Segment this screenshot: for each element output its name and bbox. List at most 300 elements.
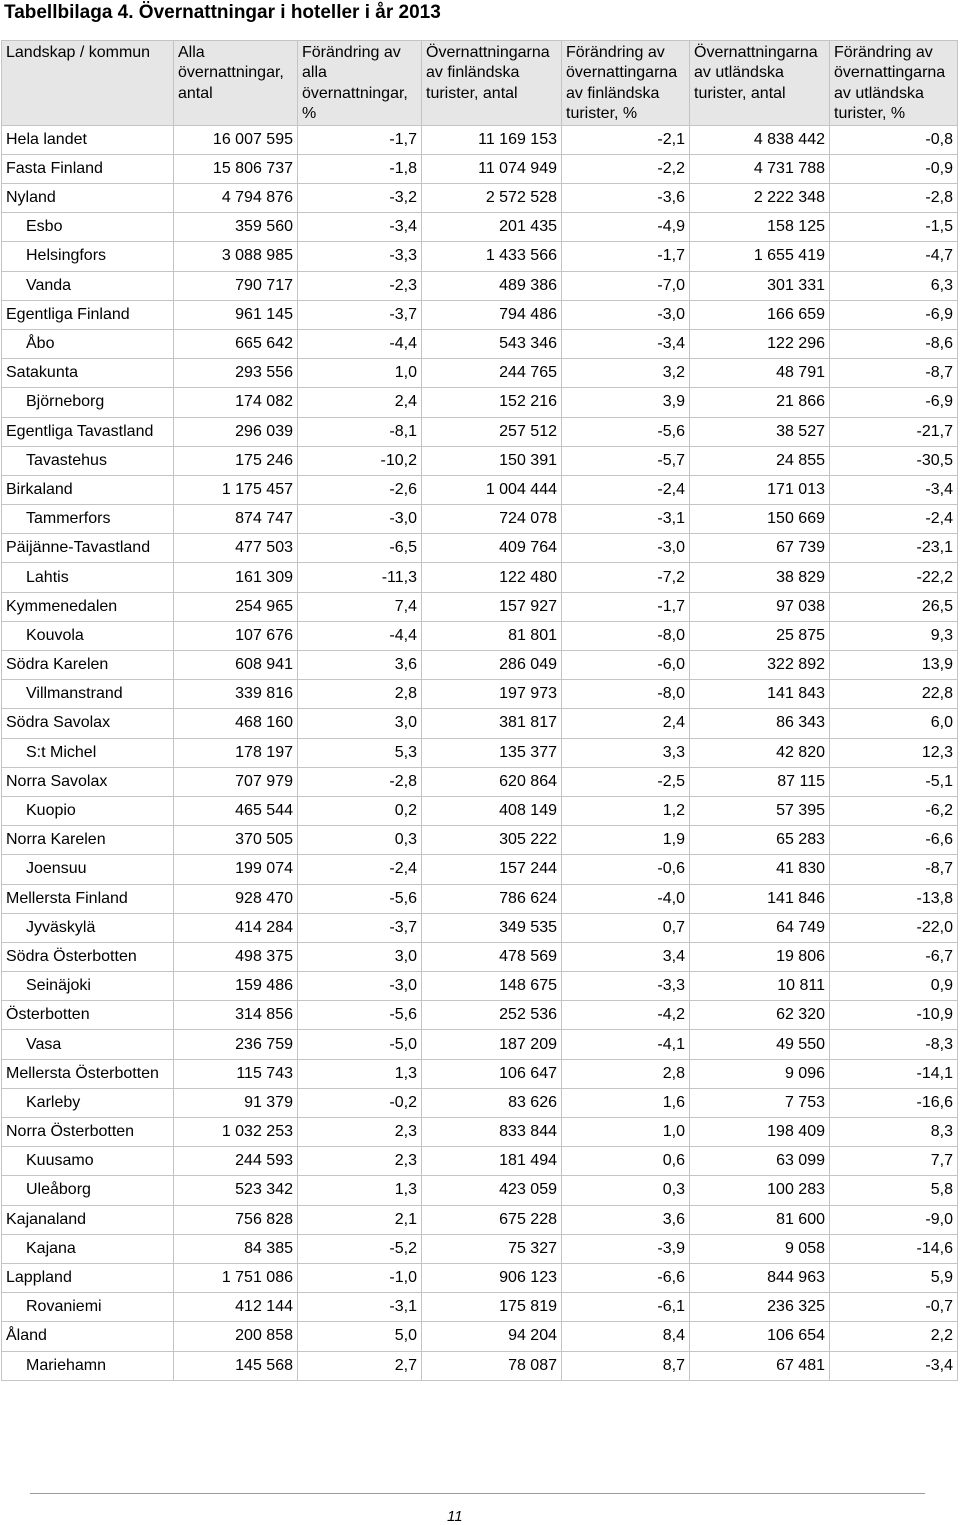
foreign-change-cell: -3,4 bbox=[830, 475, 958, 504]
table-row bbox=[2, 592, 958, 621]
foreign-change-cell: 6,0 bbox=[830, 709, 958, 738]
all-count-cell: 15 806 737 bbox=[174, 154, 298, 183]
all-count-cell: 465 544 bbox=[174, 796, 298, 825]
foreign-count-cell: 25 875 bbox=[690, 621, 830, 650]
foreign-count-cell: 100 283 bbox=[690, 1176, 830, 1205]
region-name-cell: Södra Österbotten bbox=[2, 942, 174, 971]
table-row bbox=[2, 1293, 958, 1322]
domestic-change-cell: 0,7 bbox=[562, 913, 690, 942]
foreign-change-cell: -4,7 bbox=[830, 242, 958, 271]
all-count-cell: 412 144 bbox=[174, 1293, 298, 1322]
municipality-name-cell: Åbo bbox=[2, 329, 174, 358]
all-change-cell: -4,4 bbox=[298, 621, 422, 650]
domestic-change-cell: -2,1 bbox=[562, 125, 690, 154]
all-count-cell: 84 385 bbox=[174, 1234, 298, 1263]
all-count-cell: 523 342 bbox=[174, 1176, 298, 1205]
foreign-count-cell: 64 749 bbox=[690, 913, 830, 942]
region-name-cell: Fasta Finland bbox=[2, 154, 174, 183]
table-row bbox=[2, 767, 958, 796]
foreign-count-cell: 67 739 bbox=[690, 534, 830, 563]
foreign-change-cell: -21,7 bbox=[830, 417, 958, 446]
domestic-change-cell: 8,4 bbox=[562, 1322, 690, 1351]
all-change-cell: -3,7 bbox=[298, 300, 422, 329]
all-change-cell: 1,3 bbox=[298, 1059, 422, 1088]
all-change-cell: -5,6 bbox=[298, 884, 422, 913]
page-number: 11 bbox=[447, 1508, 463, 1525]
all-change-cell: 5,3 bbox=[298, 738, 422, 767]
domestic-change-cell: 3,4 bbox=[562, 942, 690, 971]
domestic-change-cell: 3,9 bbox=[562, 388, 690, 417]
foreign-count-cell: 322 892 bbox=[690, 651, 830, 680]
domestic-change-cell: -3,0 bbox=[562, 534, 690, 563]
all-change-cell: 3,0 bbox=[298, 942, 422, 971]
region-name-cell: Egentliga Tavastland bbox=[2, 417, 174, 446]
all-change-cell: -1,8 bbox=[298, 154, 422, 183]
all-change-cell: 2,7 bbox=[298, 1351, 422, 1380]
domestic-change-cell: 1,2 bbox=[562, 796, 690, 825]
all-count-cell: 1 032 253 bbox=[174, 1118, 298, 1147]
foreign-count-cell: 62 320 bbox=[690, 1001, 830, 1030]
all-count-cell: 339 816 bbox=[174, 680, 298, 709]
all-change-cell: -5,6 bbox=[298, 1001, 422, 1030]
foreign-count-cell: 9 096 bbox=[690, 1059, 830, 1088]
table-row bbox=[2, 1001, 958, 1030]
all-change-cell: 1,0 bbox=[298, 359, 422, 388]
all-count-cell: 665 642 bbox=[174, 329, 298, 358]
domestic-count-cell: 135 377 bbox=[422, 738, 562, 767]
all-count-cell: 115 743 bbox=[174, 1059, 298, 1088]
all-change-cell: -3,1 bbox=[298, 1293, 422, 1322]
domestic-change-cell: -3,6 bbox=[562, 184, 690, 213]
domestic-count-cell: 81 801 bbox=[422, 621, 562, 650]
domestic-change-cell: -4,1 bbox=[562, 1030, 690, 1059]
domestic-count-cell: 252 536 bbox=[422, 1001, 562, 1030]
foreign-count-cell: 42 820 bbox=[690, 738, 830, 767]
foreign-count-cell: 67 481 bbox=[690, 1351, 830, 1380]
region-name-cell: Nyland bbox=[2, 184, 174, 213]
table-row bbox=[2, 329, 958, 358]
foreign-count-cell: 49 550 bbox=[690, 1030, 830, 1059]
domestic-count-cell: 620 864 bbox=[422, 767, 562, 796]
domestic-change-cell: 0,3 bbox=[562, 1176, 690, 1205]
all-change-cell: -1,0 bbox=[298, 1263, 422, 1292]
domestic-change-cell: -2,5 bbox=[562, 767, 690, 796]
domestic-count-cell: 286 049 bbox=[422, 651, 562, 680]
foreign-change-cell: -23,1 bbox=[830, 534, 958, 563]
all-count-cell: 91 379 bbox=[174, 1088, 298, 1117]
domestic-count-cell: 257 512 bbox=[422, 417, 562, 446]
column-header-foreign-change: Förändring av övernattingarna av utländska turister, % bbox=[830, 41, 958, 126]
all-count-cell: 4 794 876 bbox=[174, 184, 298, 213]
domestic-change-cell: -4,0 bbox=[562, 884, 690, 913]
foreign-count-cell: 236 325 bbox=[690, 1293, 830, 1322]
all-count-cell: 498 375 bbox=[174, 942, 298, 971]
domestic-count-cell: 150 391 bbox=[422, 446, 562, 475]
foreign-count-cell: 48 791 bbox=[690, 359, 830, 388]
all-change-cell: 7,4 bbox=[298, 592, 422, 621]
domestic-change-cell: 0,6 bbox=[562, 1147, 690, 1176]
domestic-count-cell: 833 844 bbox=[422, 1118, 562, 1147]
all-change-cell: 1,3 bbox=[298, 1176, 422, 1205]
table-row bbox=[2, 534, 958, 563]
municipality-name-cell: Jyväskylä bbox=[2, 913, 174, 942]
domestic-change-cell: 1,0 bbox=[562, 1118, 690, 1147]
table-row bbox=[2, 1118, 958, 1147]
domestic-count-cell: 2 572 528 bbox=[422, 184, 562, 213]
foreign-change-cell: -8,6 bbox=[830, 329, 958, 358]
foreign-count-cell: 7 753 bbox=[690, 1088, 830, 1117]
domestic-count-cell: 78 087 bbox=[422, 1351, 562, 1380]
table-row bbox=[2, 1030, 958, 1059]
region-name-cell: Hela landet bbox=[2, 125, 174, 154]
all-count-cell: 236 759 bbox=[174, 1030, 298, 1059]
all-count-cell: 107 676 bbox=[174, 621, 298, 650]
all-count-cell: 159 486 bbox=[174, 972, 298, 1001]
municipality-name-cell: Kuopio bbox=[2, 796, 174, 825]
domestic-count-cell: 175 819 bbox=[422, 1293, 562, 1322]
table-row bbox=[2, 1263, 958, 1292]
region-name-cell: Norra Savolax bbox=[2, 767, 174, 796]
all-change-cell: -10,2 bbox=[298, 446, 422, 475]
foreign-count-cell: 57 395 bbox=[690, 796, 830, 825]
domestic-count-cell: 75 327 bbox=[422, 1234, 562, 1263]
table-row bbox=[2, 300, 958, 329]
table-row bbox=[2, 1351, 958, 1380]
domestic-change-cell: 3,2 bbox=[562, 359, 690, 388]
domestic-change-cell: -3,0 bbox=[562, 300, 690, 329]
municipality-name-cell: Karleby bbox=[2, 1088, 174, 1117]
column-header-all-change: Förändring av alla övernattningar, % bbox=[298, 41, 422, 126]
column-header-all-count: Alla övernattningar, antal bbox=[174, 41, 298, 126]
region-name-cell: Mellersta Finland bbox=[2, 884, 174, 913]
domestic-count-cell: 201 435 bbox=[422, 213, 562, 242]
domestic-change-cell: -6,1 bbox=[562, 1293, 690, 1322]
foreign-count-cell: 198 409 bbox=[690, 1118, 830, 1147]
all-change-cell: -2,4 bbox=[298, 855, 422, 884]
table-row bbox=[2, 242, 958, 271]
domestic-count-cell: 148 675 bbox=[422, 972, 562, 1001]
domestic-change-cell: 3,3 bbox=[562, 738, 690, 767]
all-change-cell: 2,8 bbox=[298, 680, 422, 709]
all-change-cell: -1,7 bbox=[298, 125, 422, 154]
all-count-cell: 370 505 bbox=[174, 826, 298, 855]
all-count-cell: 244 593 bbox=[174, 1147, 298, 1176]
foreign-change-cell: -10,9 bbox=[830, 1001, 958, 1030]
column-header-foreign-count: Övernattningarna av utländska turister, antal bbox=[690, 41, 830, 126]
domestic-count-cell: 786 624 bbox=[422, 884, 562, 913]
municipality-name-cell: Helsingfors bbox=[2, 242, 174, 271]
table-row bbox=[2, 942, 958, 971]
all-count-cell: 296 039 bbox=[174, 417, 298, 446]
all-count-cell: 477 503 bbox=[174, 534, 298, 563]
region-name-cell: Södra Savolax bbox=[2, 709, 174, 738]
domestic-count-cell: 478 569 bbox=[422, 942, 562, 971]
domestic-count-cell: 152 216 bbox=[422, 388, 562, 417]
municipality-name-cell: Tammerfors bbox=[2, 505, 174, 534]
all-count-cell: 161 309 bbox=[174, 563, 298, 592]
domestic-change-cell: 8,7 bbox=[562, 1351, 690, 1380]
domestic-change-cell: -6,6 bbox=[562, 1263, 690, 1292]
table-row bbox=[2, 1234, 958, 1263]
all-change-cell: 2,1 bbox=[298, 1205, 422, 1234]
table-row bbox=[2, 505, 958, 534]
table-row bbox=[2, 621, 958, 650]
all-change-cell: 0,2 bbox=[298, 796, 422, 825]
domestic-change-cell: 1,6 bbox=[562, 1088, 690, 1117]
foreign-count-cell: 21 866 bbox=[690, 388, 830, 417]
all-change-cell: -3,2 bbox=[298, 184, 422, 213]
foreign-change-cell: 6,3 bbox=[830, 271, 958, 300]
table-row bbox=[2, 125, 958, 154]
column-header-domestic-change: Förändring av övernattingarna av finländska turister, % bbox=[562, 41, 690, 126]
region-name-cell: Kymmenedalen bbox=[2, 592, 174, 621]
domestic-change-cell: -3,9 bbox=[562, 1234, 690, 1263]
table-row bbox=[2, 855, 958, 884]
table-row bbox=[2, 1176, 958, 1205]
municipality-name-cell: Tavastehus bbox=[2, 446, 174, 475]
foreign-count-cell: 38 829 bbox=[690, 563, 830, 592]
foreign-change-cell: -8,7 bbox=[830, 359, 958, 388]
all-change-cell: 2,4 bbox=[298, 388, 422, 417]
domestic-change-cell: -4,9 bbox=[562, 213, 690, 242]
all-count-cell: 175 246 bbox=[174, 446, 298, 475]
domestic-change-cell: -2,2 bbox=[562, 154, 690, 183]
foreign-change-cell: 9,3 bbox=[830, 621, 958, 650]
all-change-cell: -5,2 bbox=[298, 1234, 422, 1263]
all-change-cell: 0,3 bbox=[298, 826, 422, 855]
table-row bbox=[2, 1205, 958, 1234]
domestic-count-cell: 1 433 566 bbox=[422, 242, 562, 271]
table-body bbox=[2, 125, 958, 1380]
domestic-change-cell: 2,4 bbox=[562, 709, 690, 738]
table-row bbox=[2, 154, 958, 183]
foreign-change-cell: 22,8 bbox=[830, 680, 958, 709]
foreign-count-cell: 141 846 bbox=[690, 884, 830, 913]
foreign-change-cell: -8,3 bbox=[830, 1030, 958, 1059]
foreign-count-cell: 301 331 bbox=[690, 271, 830, 300]
domestic-count-cell: 11 169 153 bbox=[422, 125, 562, 154]
foreign-change-cell: -3,4 bbox=[830, 1351, 958, 1380]
table-row bbox=[2, 1088, 958, 1117]
foreign-count-cell: 122 296 bbox=[690, 329, 830, 358]
municipality-name-cell: Rovaniemi bbox=[2, 1293, 174, 1322]
domestic-change-cell: -3,4 bbox=[562, 329, 690, 358]
domestic-count-cell: 94 204 bbox=[422, 1322, 562, 1351]
domestic-change-cell: -7,2 bbox=[562, 563, 690, 592]
foreign-change-cell: -22,2 bbox=[830, 563, 958, 592]
foreign-change-cell: -14,6 bbox=[830, 1234, 958, 1263]
foreign-count-cell: 97 038 bbox=[690, 592, 830, 621]
all-count-cell: 1 175 457 bbox=[174, 475, 298, 504]
municipality-name-cell: Kouvola bbox=[2, 621, 174, 650]
all-change-cell: -4,4 bbox=[298, 329, 422, 358]
foreign-count-cell: 38 527 bbox=[690, 417, 830, 446]
domestic-change-cell: -5,7 bbox=[562, 446, 690, 475]
table-row bbox=[2, 563, 958, 592]
foreign-count-cell: 63 099 bbox=[690, 1147, 830, 1176]
all-count-cell: 756 828 bbox=[174, 1205, 298, 1234]
region-name-cell: Norra Österbotten bbox=[2, 1118, 174, 1147]
all-change-cell: -5,0 bbox=[298, 1030, 422, 1059]
page-title: Tabellbilaga 4. Övernattningar i hoteller i år 2013 bbox=[4, 2, 441, 23]
region-name-cell: Päijänne-Tavastland bbox=[2, 534, 174, 563]
foreign-count-cell: 24 855 bbox=[690, 446, 830, 475]
domestic-count-cell: 349 535 bbox=[422, 913, 562, 942]
all-count-cell: 928 470 bbox=[174, 884, 298, 913]
region-name-cell: Åland bbox=[2, 1322, 174, 1351]
table-row bbox=[2, 271, 958, 300]
domestic-change-cell: 2,8 bbox=[562, 1059, 690, 1088]
domestic-count-cell: 122 480 bbox=[422, 563, 562, 592]
all-count-cell: 293 556 bbox=[174, 359, 298, 388]
all-change-cell: 2,3 bbox=[298, 1118, 422, 1147]
all-count-cell: 16 007 595 bbox=[174, 125, 298, 154]
domestic-change-cell: -6,0 bbox=[562, 651, 690, 680]
all-change-cell: -3,0 bbox=[298, 505, 422, 534]
foreign-change-cell: -6,9 bbox=[830, 388, 958, 417]
all-change-cell: -2,3 bbox=[298, 271, 422, 300]
table-row bbox=[2, 388, 958, 417]
region-name-cell: Kajanaland bbox=[2, 1205, 174, 1234]
foreign-change-cell: -5,1 bbox=[830, 767, 958, 796]
foreign-count-cell: 171 013 bbox=[690, 475, 830, 504]
all-count-cell: 468 160 bbox=[174, 709, 298, 738]
footer-divider bbox=[30, 1493, 925, 1494]
all-count-cell: 1 751 086 bbox=[174, 1263, 298, 1292]
municipality-name-cell: Kuusamo bbox=[2, 1147, 174, 1176]
domestic-count-cell: 675 228 bbox=[422, 1205, 562, 1234]
foreign-change-cell: 12,3 bbox=[830, 738, 958, 767]
domestic-count-cell: 305 222 bbox=[422, 826, 562, 855]
domestic-count-cell: 1 004 444 bbox=[422, 475, 562, 504]
region-name-cell: Lappland bbox=[2, 1263, 174, 1292]
table-row bbox=[2, 184, 958, 213]
table-row bbox=[2, 680, 958, 709]
municipality-name-cell: Seinäjoki bbox=[2, 972, 174, 1001]
table-row bbox=[2, 651, 958, 680]
foreign-count-cell: 2 222 348 bbox=[690, 184, 830, 213]
all-count-cell: 314 856 bbox=[174, 1001, 298, 1030]
foreign-count-cell: 141 843 bbox=[690, 680, 830, 709]
foreign-change-cell: -2,4 bbox=[830, 505, 958, 534]
domestic-count-cell: 181 494 bbox=[422, 1147, 562, 1176]
all-count-cell: 961 145 bbox=[174, 300, 298, 329]
foreign-count-cell: 4 838 442 bbox=[690, 125, 830, 154]
foreign-change-cell: -30,5 bbox=[830, 446, 958, 475]
foreign-change-cell: 2,2 bbox=[830, 1322, 958, 1351]
all-change-cell: -3,4 bbox=[298, 213, 422, 242]
all-count-cell: 874 747 bbox=[174, 505, 298, 534]
domestic-change-cell: -4,2 bbox=[562, 1001, 690, 1030]
municipality-name-cell: Vasa bbox=[2, 1030, 174, 1059]
column-header-domestic-count: Övernattningarna av finländska turister, antal bbox=[422, 41, 562, 126]
domestic-count-cell: 543 346 bbox=[422, 329, 562, 358]
foreign-change-cell: -0,9 bbox=[830, 154, 958, 183]
all-count-cell: 707 979 bbox=[174, 767, 298, 796]
municipality-name-cell: Esbo bbox=[2, 213, 174, 242]
header-row bbox=[2, 41, 958, 126]
municipality-name-cell: Kajana bbox=[2, 1234, 174, 1263]
all-change-cell: -11,3 bbox=[298, 563, 422, 592]
foreign-count-cell: 1 655 419 bbox=[690, 242, 830, 271]
foreign-count-cell: 10 811 bbox=[690, 972, 830, 1001]
table-header bbox=[2, 41, 958, 126]
table-row bbox=[2, 213, 958, 242]
foreign-change-cell: -9,0 bbox=[830, 1205, 958, 1234]
foreign-count-cell: 4 731 788 bbox=[690, 154, 830, 183]
all-change-cell: -8,1 bbox=[298, 417, 422, 446]
all-change-cell: -2,8 bbox=[298, 767, 422, 796]
domestic-count-cell: 408 149 bbox=[422, 796, 562, 825]
all-count-cell: 178 197 bbox=[174, 738, 298, 767]
foreign-change-cell: -8,7 bbox=[830, 855, 958, 884]
foreign-count-cell: 65 283 bbox=[690, 826, 830, 855]
table-row bbox=[2, 359, 958, 388]
domestic-count-cell: 157 244 bbox=[422, 855, 562, 884]
all-change-cell: -0,2 bbox=[298, 1088, 422, 1117]
table-row bbox=[2, 796, 958, 825]
domestic-count-cell: 197 973 bbox=[422, 680, 562, 709]
domestic-count-cell: 157 927 bbox=[422, 592, 562, 621]
domestic-change-cell: 1,9 bbox=[562, 826, 690, 855]
region-name-cell: Egentliga Finland bbox=[2, 300, 174, 329]
domestic-count-cell: 381 817 bbox=[422, 709, 562, 738]
foreign-change-cell: 8,3 bbox=[830, 1118, 958, 1147]
all-change-cell: -3,0 bbox=[298, 972, 422, 1001]
foreign-change-cell: -16,6 bbox=[830, 1088, 958, 1117]
region-name-cell: Södra Karelen bbox=[2, 651, 174, 680]
municipality-name-cell: Joensuu bbox=[2, 855, 174, 884]
foreign-count-cell: 87 115 bbox=[690, 767, 830, 796]
foreign-count-cell: 81 600 bbox=[690, 1205, 830, 1234]
municipality-name-cell: S:t Michel bbox=[2, 738, 174, 767]
domestic-count-cell: 724 078 bbox=[422, 505, 562, 534]
all-change-cell: 3,6 bbox=[298, 651, 422, 680]
domestic-count-cell: 83 626 bbox=[422, 1088, 562, 1117]
foreign-count-cell: 9 058 bbox=[690, 1234, 830, 1263]
all-change-cell: -2,6 bbox=[298, 475, 422, 504]
foreign-change-cell: -2,8 bbox=[830, 184, 958, 213]
table-row bbox=[2, 884, 958, 913]
region-name-cell: Satakunta bbox=[2, 359, 174, 388]
domestic-change-cell: -5,6 bbox=[562, 417, 690, 446]
all-change-cell: -3,7 bbox=[298, 913, 422, 942]
foreign-count-cell: 19 806 bbox=[690, 942, 830, 971]
domestic-change-cell: -1,7 bbox=[562, 242, 690, 271]
foreign-change-cell: 7,7 bbox=[830, 1147, 958, 1176]
foreign-change-cell: -13,8 bbox=[830, 884, 958, 913]
all-count-cell: 414 284 bbox=[174, 913, 298, 942]
foreign-change-cell: -6,9 bbox=[830, 300, 958, 329]
foreign-change-cell: -14,1 bbox=[830, 1059, 958, 1088]
domestic-count-cell: 244 765 bbox=[422, 359, 562, 388]
table-row bbox=[2, 826, 958, 855]
foreign-change-cell: 13,9 bbox=[830, 651, 958, 680]
municipality-name-cell: Lahtis bbox=[2, 563, 174, 592]
domestic-change-cell: -3,3 bbox=[562, 972, 690, 1001]
domestic-count-cell: 187 209 bbox=[422, 1030, 562, 1059]
all-count-cell: 254 965 bbox=[174, 592, 298, 621]
domestic-count-cell: 423 059 bbox=[422, 1176, 562, 1205]
domestic-change-cell: -7,0 bbox=[562, 271, 690, 300]
domestic-change-cell: -2,4 bbox=[562, 475, 690, 504]
foreign-change-cell: -1,5 bbox=[830, 213, 958, 242]
table-row bbox=[2, 417, 958, 446]
foreign-count-cell: 150 669 bbox=[690, 505, 830, 534]
all-change-cell: -6,5 bbox=[298, 534, 422, 563]
region-name-cell: Österbotten bbox=[2, 1001, 174, 1030]
municipality-name-cell: Villmanstrand bbox=[2, 680, 174, 709]
